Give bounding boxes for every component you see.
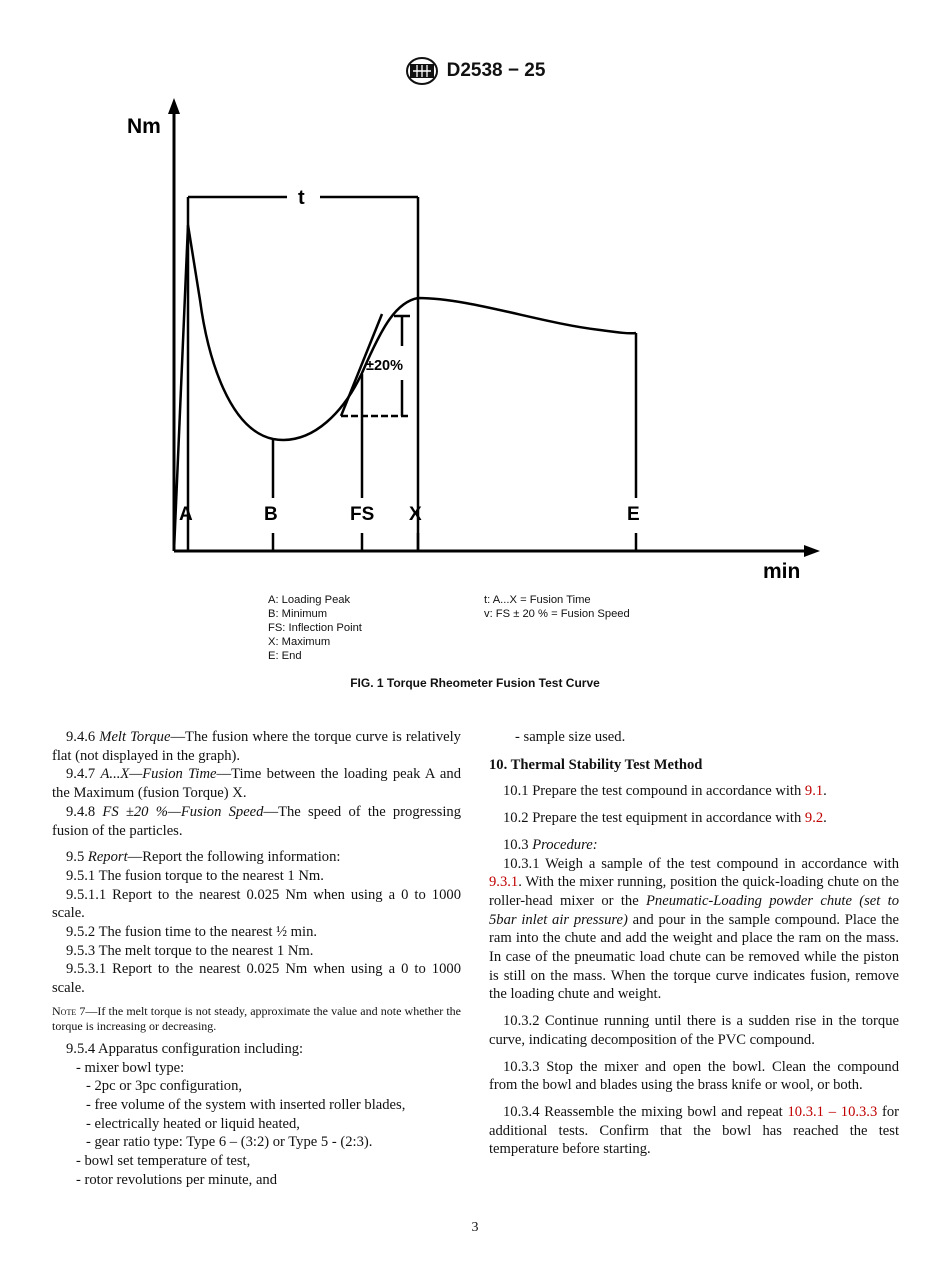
para-9-5-1-1: 9.5.1.1 Report to the nearest 0.025 Nm when using a 0 to 1000 scale. — [52, 886, 461, 922]
list-item: - mixer bowl type: — [76, 1059, 185, 1076]
section-heading: 10. Thermal Stability Test Method — [489, 756, 703, 773]
pct-label: ±20% — [366, 358, 403, 374]
legend-item: X: Maximum — [268, 636, 331, 648]
point-label-a: A — [179, 504, 193, 525]
left-column — [52, 728, 461, 1189]
legend-left — [268, 593, 362, 663]
para-10-3-1: 10.3.1 Weigh a sample of the test compound in accordance with 9.3.1. With the mixer running, position the quick-loading chute on the roller-head mixer or the Pneumatic-Loading powder chute (set to 5bar inlet air pressure) and pour in the sample compound. Place the ram into the chute and add the weight and place the ram on the mass. In case of the pneumatic load chute can be removed while the piston is still on the mass. When the torque curve indicates fusion, remove the loading chute and weight. — [489, 855, 900, 1003]
ref-link[interactable]: 9.3.1 — [489, 874, 519, 891]
ref-link[interactable]: 9.1 — [804, 783, 824, 800]
legend-right — [484, 593, 630, 621]
para-9-5-3-1: 9.5.3.1 Report to the nearest 0.025 Nm when using a 0 to 1000 scale. — [52, 961, 461, 997]
list-item: - bowl set temperature of test, — [76, 1153, 251, 1170]
y-axis-arrow — [168, 98, 180, 114]
point-label-e: E — [627, 504, 640, 525]
point-label-b: B — [264, 504, 278, 525]
legend-item: B: Minimum — [268, 608, 328, 620]
right-column — [489, 728, 899, 1159]
legend-item: t: A...X = Fusion Time — [484, 594, 591, 606]
figure-caption: FIG. 1 Torque Rheometer Fusion Test Curve — [350, 676, 600, 690]
para-9-5-4: 9.5.4 Apparatus configuration including: — [66, 1040, 304, 1057]
list-item: - 2pc or 3pc configuration, — [86, 1078, 243, 1095]
x-axis-label: min — [763, 560, 801, 583]
list-item: - electrically heated or liquid heated, — [86, 1115, 300, 1132]
para-9-5-1: 9.5.1 The fusion torque to the nearest 1 Nm. — [66, 867, 324, 884]
list-item: - gear ratio type: Type 6 – (3:2) or Type 5 - (2:3). — [86, 1134, 373, 1151]
ref-link[interactable]: 10.3.1 — [787, 1103, 824, 1120]
y-axis-label: Nm — [127, 115, 161, 138]
page-number: 3 — [471, 1220, 479, 1235]
ref-link[interactable]: 10.3.3 — [840, 1103, 878, 1120]
legend-item: E: End — [268, 650, 302, 662]
para-9-4-7: 9.4.7 A...X—Fusion Time—Time between the loading peak A and the Maximum (fusion Torque) X. — [52, 766, 461, 802]
para-9-4-6: 9.4.6 Melt Torque—The fusion where the torque curve is relatively flat (not displayed in the graph). — [52, 729, 461, 764]
legend-item: A: Loading Peak — [268, 594, 351, 606]
x-axis-arrow — [804, 545, 820, 557]
para-10-3-3: 10.3.3 Stop the mixer and open the bowl. Clean the compound from the bowl and blades using the brass knife or wool, or both. — [489, 1058, 899, 1094]
para-10-1: 10.1 Prepare the test compound in accordance with 9.1. — [503, 783, 827, 800]
para-9-5-3: 9.5.3 The melt torque to the nearest 1 Nm. — [66, 942, 314, 959]
ref-link[interactable]: 9.2 — [804, 810, 824, 827]
para-10-3: 10.3 Procedure: — [503, 836, 598, 853]
para-10-3-2: 10.3.2 Continue running until there is a sudden rise in the torque curve, indicating decomposition of the PVC compound. — [489, 1013, 899, 1048]
para-9-5-2: 9.5.2 The fusion time to the nearest ½ min. — [66, 924, 318, 941]
legend-item: FS: Inflection Point — [268, 622, 362, 634]
t-label: t — [298, 187, 305, 209]
list-item: - sample size used. — [515, 729, 626, 745]
legend-item: v: FS ± 20 % = Fusion Speed — [484, 608, 630, 620]
point-label-fs: FS — [350, 504, 375, 525]
note-7: Note 7—If the melt torque is not steady, approximate the value and note whether the torque is increasing or decreasing. — [52, 1003, 462, 1033]
para-9-4-8: 9.4.8 FS ±20 %—Fusion Speed—The speed of the progressing fusion of the particles. — [52, 803, 461, 839]
para-10-3-4: 10.3.4 Reassemble the mixing bowl and repeat 10.3.1 – 10.3.3 for additional tests. Confirm that the bowl has reached the test temperature before starting. — [489, 1103, 900, 1158]
para-10-2: 10.2 Prepare the test equipment in accordance with 9.2. — [503, 810, 827, 827]
list-item: - rotor revolutions per minute, and — [76, 1171, 278, 1188]
point-label-x: X — [409, 504, 422, 525]
list-item: - free volume of the system with inserted roller blades, — [86, 1096, 406, 1113]
standard-designation: D2538 − 25 — [446, 60, 546, 81]
para-9-5: 9.5 Report—Report the following information: — [66, 849, 341, 866]
torque-curve — [174, 225, 636, 551]
